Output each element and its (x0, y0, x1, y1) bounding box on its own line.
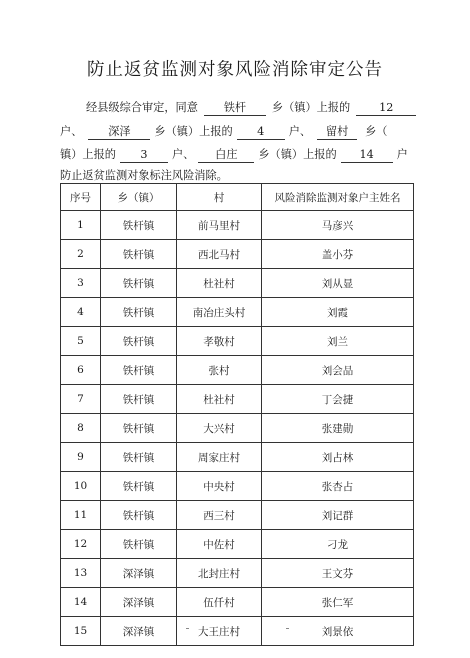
table-row (61, 559, 414, 588)
intro-text: 户、 (171, 148, 195, 161)
table-row (61, 414, 414, 443)
intro-text: 乡（ (365, 124, 388, 138)
cell-householder: 刘从显 (262, 269, 414, 298)
town-fill-2: 深泽 (88, 124, 150, 140)
cell-index: 4 (61, 298, 101, 327)
table-row (61, 588, 414, 617)
intro-text: 户 (396, 148, 408, 161)
cell-village: 大兴村 (177, 414, 262, 443)
scan-mark (286, 628, 289, 629)
header-town: 乡（镇） (101, 184, 177, 211)
cell-index: 11 (61, 501, 101, 530)
header-householder: 风险消除监测对象户主姓名 (262, 184, 414, 211)
cell-index: 5 (61, 327, 101, 356)
cell-householder: 王文芬 (262, 559, 414, 588)
table-row (61, 298, 414, 327)
cell-householder: 刘兰 (262, 327, 414, 356)
cell-householder: 刘景依 (262, 617, 414, 646)
cell-householder: 刁龙 (262, 530, 414, 559)
cell-village: 伍仟村 (177, 588, 262, 617)
cell-householder: 刘霞 (262, 298, 414, 327)
cell-village: 周家庄村 (177, 443, 262, 472)
scan-mark (186, 628, 189, 629)
cell-index: 3 (61, 269, 101, 298)
table-row (61, 240, 414, 269)
intro-text: 经县级综合审定，同意 (86, 101, 198, 114)
cell-householder: 刘记群 (262, 501, 414, 530)
cell-village: 中佐村 (177, 530, 262, 559)
table-row (61, 617, 414, 646)
intro-text: 户、 (288, 124, 312, 138)
cell-town: 深泽镇 (101, 617, 177, 646)
cell-index: 1 (61, 211, 101, 240)
cell-householder: 张建勋 (262, 414, 414, 443)
cell-householder: 张仁军 (262, 588, 414, 617)
header-village: 村 (177, 184, 262, 211)
cell-village: 南冶庄头村 (177, 298, 262, 327)
table-row (61, 327, 414, 356)
cell-index: 7 (61, 385, 101, 414)
cell-town: 铁杆镇 (101, 269, 177, 298)
table-row (61, 211, 414, 240)
intro-text: 乡（镇）上报的 (271, 101, 351, 114)
count-fill-4: 14 (341, 147, 393, 163)
table-row (61, 530, 414, 559)
cell-town: 铁杆镇 (101, 414, 177, 443)
cell-index: 6 (61, 356, 101, 385)
table-row (61, 385, 414, 414)
cell-householder: 丁会捷 (262, 385, 414, 414)
intro-text: 户、 (60, 124, 83, 138)
intro-text: 镇）上报的 (60, 148, 116, 161)
intro-text: 防止返贫监测对象标注风险消除。 (60, 169, 228, 182)
town-fill-4: 白庄 (198, 147, 254, 163)
cell-town: 深泽镇 (101, 588, 177, 617)
cell-town: 铁杆镇 (101, 327, 177, 356)
cell-town: 铁杆镇 (101, 385, 177, 414)
intro-text: 乡（镇）上报的 (154, 124, 233, 138)
cell-town: 铁杆镇 (101, 356, 177, 385)
cell-town: 铁杆镇 (101, 298, 177, 327)
intro-paragraph (60, 96, 430, 186)
intro-line-2 (60, 120, 388, 144)
cell-index: 13 (61, 559, 101, 588)
count-fill-1: 12 (356, 100, 416, 116)
cell-index: 10 (61, 472, 101, 501)
cell-village: 中央村 (177, 472, 262, 501)
cell-index: 12 (61, 530, 101, 559)
cell-index: 9 (61, 443, 101, 472)
page-title: 防止返贫监测对象风险消除审定公告 (87, 60, 383, 80)
cell-village: 孝敬村 (177, 327, 262, 356)
cell-town: 深泽镇 (101, 559, 177, 588)
table-row (61, 501, 414, 530)
intro-line-1 (86, 96, 416, 120)
cell-town: 铁杆镇 (101, 240, 177, 269)
cell-town: 铁杆镇 (101, 443, 177, 472)
cell-village: 大王庄村 (177, 617, 262, 646)
table-row (61, 269, 414, 298)
cell-village: 西三村 (177, 501, 262, 530)
cell-village: 北封庄村 (177, 559, 262, 588)
cell-householder: 刘会品 (262, 356, 414, 385)
cell-householder: 盖小芬 (262, 240, 414, 269)
cell-index: 15 (61, 617, 101, 646)
cell-town: 铁杆镇 (101, 530, 177, 559)
cell-householder: 张杏占 (262, 472, 414, 501)
intro-text: 乡（镇）上报的 (258, 148, 337, 161)
cell-householder: 刘占林 (262, 443, 414, 472)
notice-table (60, 183, 414, 646)
cell-village: 杜社村 (177, 269, 262, 298)
count-fill-3: 3 (120, 147, 168, 163)
table-row (61, 472, 414, 501)
intro-line-3 (60, 143, 408, 167)
cell-town: 铁杆镇 (101, 211, 177, 240)
cell-village: 杜社村 (177, 385, 262, 414)
cell-village: 张村 (177, 356, 262, 385)
table-row (61, 443, 414, 472)
cell-householder: 马彦兴 (262, 211, 414, 240)
cell-village: 西北马村 (177, 240, 262, 269)
cell-index: 14 (61, 588, 101, 617)
cell-index: 8 (61, 414, 101, 443)
town-fill-3: 留村 (317, 124, 357, 140)
town-fill-1: 铁杆 (204, 100, 266, 116)
table-row (61, 356, 414, 385)
cell-town: 铁杆镇 (101, 472, 177, 501)
cell-village: 前马里村 (177, 211, 262, 240)
cell-index: 2 (61, 240, 101, 269)
count-fill-2: 4 (237, 124, 285, 140)
header-index: 序号 (61, 184, 101, 211)
cell-town: 铁杆镇 (101, 501, 177, 530)
table-header-row (61, 184, 414, 211)
table-body (61, 211, 414, 646)
